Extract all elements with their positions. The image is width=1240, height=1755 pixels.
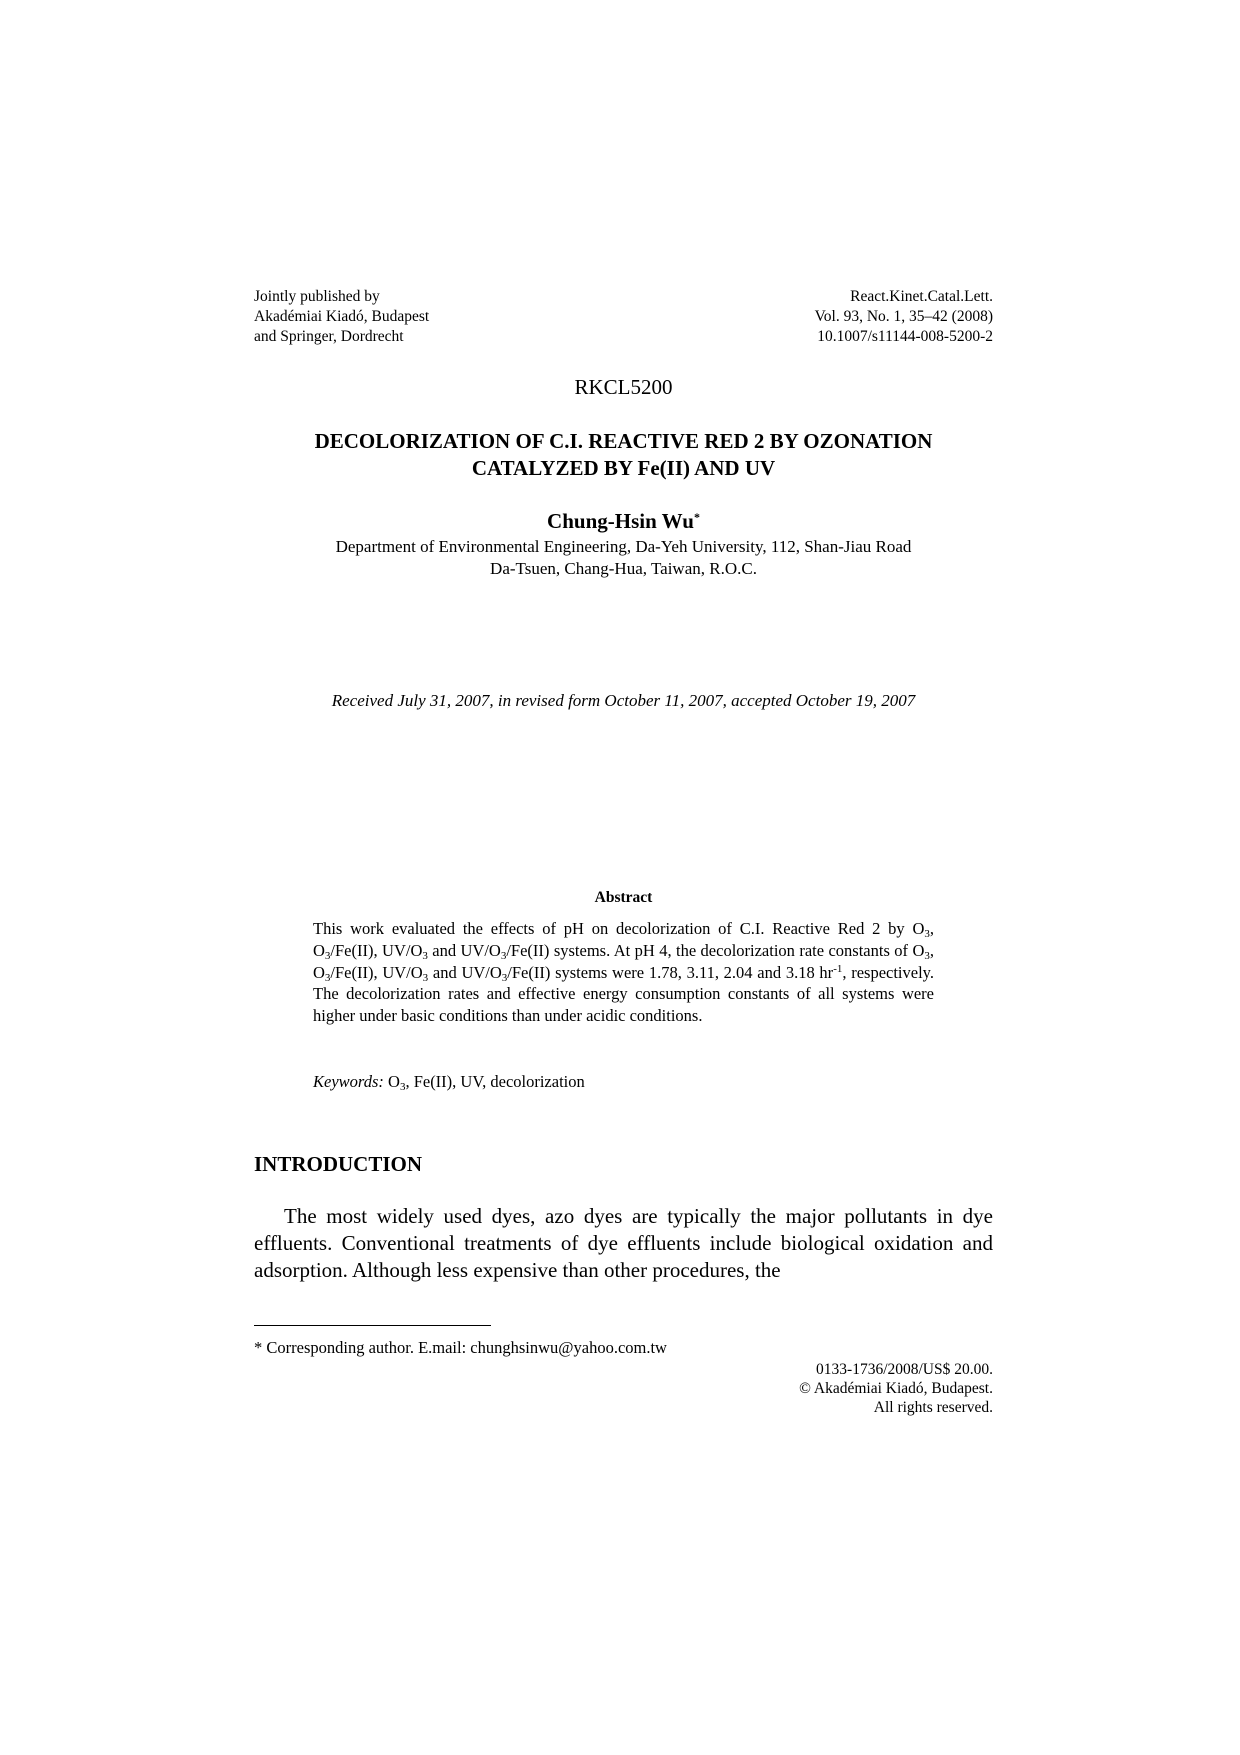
received-dates: Received July 31, 2007, in revised form October 11, 2007, accepted October 19, 2007 [331, 691, 916, 710]
abstract-subscript: 3 [924, 949, 930, 962]
section-heading-introduction: INTRODUCTION [254, 1152, 423, 1176]
author-footnote-mark: * [693, 510, 700, 524]
footnote-divider [254, 1325, 491, 1326]
title-line: CATALYZED BY Fe(II) AND UV [471, 456, 776, 480]
copyright-line: 0133-1736/2008/US$ 20.00. [816, 1361, 993, 1378]
abstract-segment: /Fe(II) systems. At pH 4, the decolorization rate constants of O [506, 940, 925, 960]
keywords-segment: O [383, 1072, 400, 1091]
abstract-text [313, 918, 934, 1027]
article-code: RKCL5200 [574, 375, 673, 399]
abstract-subscript: 3 [324, 971, 331, 984]
author-text: Chung-Hsin Wu [547, 509, 694, 533]
abstract-segment: /Fe(II), UV/O [330, 940, 423, 960]
author-affiliation [254, 536, 993, 580]
abstract-subscript: 3 [924, 928, 930, 940]
copyright-line: © Akadémiai Kiadó, Budapest. [799, 1380, 993, 1397]
corresponding-author-footnote: * Corresponding author. E.mail: chunghsinwu@yahoo.com.tw [254, 1338, 667, 1357]
journal-volume: Vol. 93, No. 1, 35–42 (2008) [814, 308, 993, 325]
keywords-segment: , Fe(II), UV, decolorization [405, 1072, 585, 1091]
title-line: DECOLORIZATION OF C.I. REACTIVE RED 2 BY OZONATION [314, 429, 933, 453]
keywords-subscript: 3 [399, 1081, 406, 1093]
journal-name: React.Kinet.Catal.Lett. [850, 288, 993, 305]
abstract-segment: , respectively. The decolorization rates and effective energy consumption constants of all systems were higher under basic conditions than under acidic conditions. [313, 962, 934, 1026]
journal-info [815, 287, 993, 347]
abstract-segment: , O [313, 919, 934, 960]
abstract-segment: /Fe(II) systems were 1.78, 3.11, 2.04 and 3.18 hr [507, 962, 834, 982]
keywords [313, 1071, 585, 1093]
introduction-paragraph: The most widely used dyes, azo dyes are typically the major pollutants in dye effluents. Conventional treatments of dye effluents include biological oxidation and adsorption. Although less expensive than other procedures, the [254, 1204, 993, 1282]
abstract-subscript: 3 [501, 971, 508, 984]
abstract-subscript: 3 [500, 949, 507, 962]
abstract-subscript: 3 [422, 971, 429, 984]
abstract-subscript: 3 [422, 949, 428, 962]
copyright-notice [799, 1360, 993, 1417]
abstract-segment: and UV/O [427, 940, 501, 960]
publisher-info [254, 287, 429, 347]
publisher-line: Akadémiai Kiadó, Budapest [254, 308, 430, 325]
article-title [254, 428, 993, 482]
publisher-line: and Springer, Dordrecht [254, 328, 404, 345]
abstract-segment: This work evaluated the effects of pH on decolorization of C.I. Reactive Red 2 by O [313, 919, 925, 938]
copyright-line: All rights reserved. [873, 1399, 993, 1416]
abstract-segment: /Fe(II), UV/O [330, 962, 423, 982]
abstract-superscript: -1 [833, 962, 843, 975]
publisher-line: Jointly published by [254, 288, 380, 305]
abstract-heading: Abstract [594, 889, 653, 906]
abstract-subscript: 3 [324, 949, 331, 962]
abstract-segment: , O [313, 940, 934, 982]
keywords-label: Keywords: [313, 1072, 384, 1091]
affiliation-line: Department of Environmental Engineering, Da-Yeh University, 112, Shan-Jiau Road [335, 537, 912, 556]
author-name [254, 508, 993, 534]
journal-doi: 10.1007/s11144-008-5200-2 [817, 328, 993, 345]
abstract-segment: and UV/O [428, 962, 502, 982]
affiliation-line: Da-Tsuen, Chang-Hua, Taiwan, R.O.C. [490, 559, 757, 578]
